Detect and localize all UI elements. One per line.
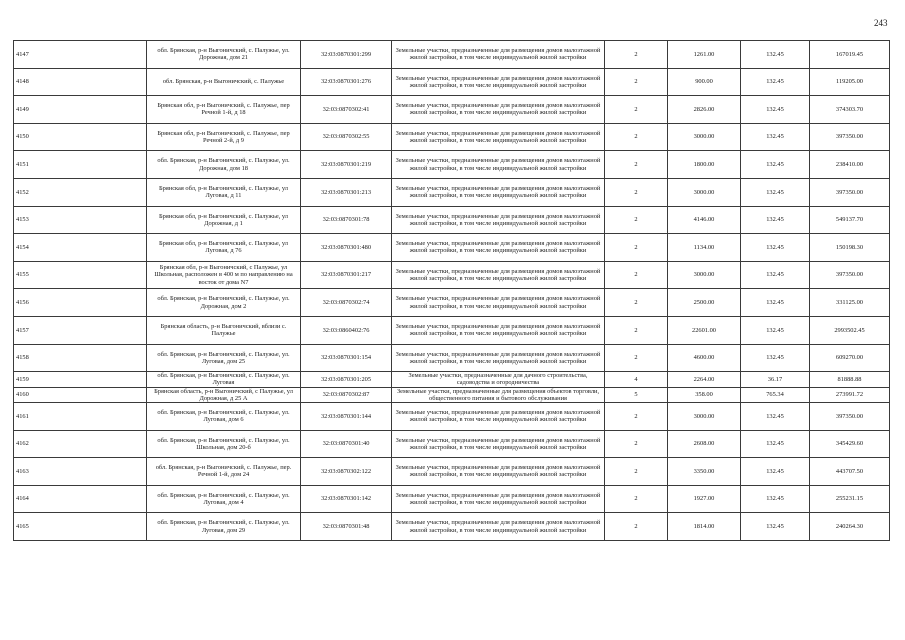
address-cell: Брянская обл, р-н Выгоничский, с. Палужье, пер Речной 2-й, д 9: [147, 123, 301, 151]
rate-cell: 36.17: [741, 372, 810, 387]
cadastral-value-cell: 255231.15: [810, 485, 890, 513]
category-cell: 2: [605, 344, 668, 372]
table-row: [14, 372, 890, 387]
table-row: [14, 344, 890, 372]
rate-cell: 132.45: [741, 178, 810, 206]
area-cell: 900.00: [668, 68, 741, 96]
row-number-cell: 4149: [14, 96, 147, 124]
category-cell: 2: [605, 402, 668, 430]
rate-cell: 132.45: [741, 316, 810, 344]
cadastral-value-cell: 238410.00: [810, 151, 890, 179]
rate-cell: 132.45: [741, 151, 810, 179]
table-row: [14, 430, 890, 458]
category-cell: 2: [605, 485, 668, 513]
table-row: [14, 123, 890, 151]
cadastral-number-cell: 32:03:0870301:78: [301, 206, 392, 234]
land-use-cell: Земельные участки, предназначенные для дачного строительства, садоводства и огородничества: [392, 372, 605, 387]
table-row: [14, 402, 890, 430]
cadastral-value-cell: 240264.30: [810, 513, 890, 541]
row-number-cell: 4150: [14, 123, 147, 151]
cadastral-value-cell: 331125.00: [810, 289, 890, 317]
address-cell: обл. Брянская, р-н Выгоничский, с. Палужье, ул. Луговая: [147, 372, 301, 387]
category-cell: 2: [605, 68, 668, 96]
page-number: 243: [874, 18, 888, 28]
area-cell: 22601.00: [668, 316, 741, 344]
category-cell: 2: [605, 41, 668, 69]
category-cell: 2: [605, 289, 668, 317]
address-cell: обл. Брянская, р-н Выгоничский, с. Палужье, ул. Дорожная, дом 21: [147, 41, 301, 69]
area-cell: 4600.00: [668, 344, 741, 372]
category-cell: 2: [605, 123, 668, 151]
cadastral-number-cell: 32:03:0870301:144: [301, 402, 392, 430]
area-cell: 2500.00: [668, 289, 741, 317]
area-cell: 1927.00: [668, 485, 741, 513]
rate-cell: 132.45: [741, 289, 810, 317]
row-number-cell: 4148: [14, 68, 147, 96]
category-cell: 2: [605, 96, 668, 124]
area-cell: 2826.00: [668, 96, 741, 124]
cadastral-number-cell: 32:03:0870301:219: [301, 151, 392, 179]
land-use-cell: Земельные участки, предназначенные для размещения домов малоэтажной жилой застройки, в том числе индивидуальной жилой застройки: [392, 513, 605, 541]
row-number-cell: 4152: [14, 178, 147, 206]
land-use-cell: Земельные участки, предназначенные для размещения домов малоэтажной жилой застройки, в том числе индивидуальной жилой застройки: [392, 402, 605, 430]
land-use-cell: Земельные участки, предназначенные для размещения домов малоэтажной жилой застройки, в том числе индивидуальной жилой застройки: [392, 430, 605, 458]
category-cell: 2: [605, 458, 668, 486]
cadastral-number-cell: 32:03:0870302:41: [301, 96, 392, 124]
cadastral-number-cell: 32:03:0870301:154: [301, 344, 392, 372]
address-cell: обл. Брянская, р-н Выгоничский, с. Палужье, ул. Школьная, дом 20-б: [147, 430, 301, 458]
category-cell: 2: [605, 261, 668, 289]
land-use-cell: Земельные участки, предназначенные для размещения домов малоэтажной жилой застройки, в том числе индивидуальной жилой застройки: [392, 123, 605, 151]
rate-cell: 765.34: [741, 387, 810, 402]
cadastral-value-cell: 345429.60: [810, 430, 890, 458]
rate-cell: 132.45: [741, 458, 810, 486]
cadastral-number-cell: 32:03:0870301:213: [301, 178, 392, 206]
cadastral-value-cell: 549137.70: [810, 206, 890, 234]
cadastral-registry-table: [13, 40, 890, 541]
cadastral-value-cell: 150198.30: [810, 234, 890, 262]
cadastral-number-cell: 32:03:0870302:122: [301, 458, 392, 486]
address-cell: обл. Брянская, р-н Выгоничский, с. Палужье, ул. Луговая, дом 25: [147, 344, 301, 372]
area-cell: 1134.00: [668, 234, 741, 262]
land-use-cell: Земельные участки, предназначенные для размещения домов малоэтажной жилой застройки, в том числе индивидуальной жилой застройки: [392, 458, 605, 486]
cadastral-value-cell: 609270.00: [810, 344, 890, 372]
cadastral-value-cell: 374303.70: [810, 96, 890, 124]
table-row: [14, 513, 890, 541]
row-number-cell: 4155: [14, 261, 147, 289]
land-use-cell: Земельные участки, предназначенные для размещения домов малоэтажной жилой застройки, в том числе индивидуальной жилой застройки: [392, 151, 605, 179]
land-use-cell: Земельные участки, предназначенные для размещения домов малоэтажной жилой застройки, в том числе индивидуальной жилой застройки: [392, 206, 605, 234]
table-row: [14, 41, 890, 69]
cadastral-value-cell: 397350.00: [810, 123, 890, 151]
category-cell: 2: [605, 316, 668, 344]
area-cell: 3000.00: [668, 123, 741, 151]
land-use-cell: Земельные участки, предназначенные для размещения объектов торговли, общественного питания и бытового обслуживания: [392, 387, 605, 402]
cadastral-value-cell: 81888.88: [810, 372, 890, 387]
cadastral-number-cell: 32:03:0870301:142: [301, 485, 392, 513]
rate-cell: 132.45: [741, 261, 810, 289]
category-cell: 4: [605, 372, 668, 387]
address-cell: обл. Брянская, р-н Выгоничский, с. Палужье: [147, 68, 301, 96]
cadastral-number-cell: 32:03:0870301:205: [301, 372, 392, 387]
land-use-cell: Земельные участки, предназначенные для размещения домов малоэтажной жилой застройки, в том числе индивидуальной жилой застройки: [392, 234, 605, 262]
area-cell: 2608.00: [668, 430, 741, 458]
rate-cell: 132.45: [741, 68, 810, 96]
cadastral-number-cell: 32:03:0870301:48: [301, 513, 392, 541]
row-number-cell: 4163: [14, 458, 147, 486]
rate-cell: 132.45: [741, 344, 810, 372]
area-cell: 358.00: [668, 387, 741, 402]
land-use-cell: Земельные участки, предназначенные для размещения домов малоэтажной жилой застройки, в том числе индивидуальной жилой застройки: [392, 96, 605, 124]
row-number-cell: 4162: [14, 430, 147, 458]
category-cell: 2: [605, 234, 668, 262]
row-number-cell: 4165: [14, 513, 147, 541]
cadastral-number-cell: 32:03:0870301:276: [301, 68, 392, 96]
table-row: [14, 178, 890, 206]
address-cell: Брянская область, р-н Выгоничский, с Палужье, ул Дорожная, д 25 А: [147, 387, 301, 402]
cadastral-value-cell: 119205.00: [810, 68, 890, 96]
cadastral-number-cell: 32:03:0870301:40: [301, 430, 392, 458]
land-use-cell: Земельные участки, предназначенные для размещения домов малоэтажной жилой застройки, в том числе индивидуальной жилой застройки: [392, 316, 605, 344]
cadastral-value-cell: 167019.45: [810, 41, 890, 69]
row-number-cell: 4159: [14, 372, 147, 387]
address-cell: обл. Брянская, р-н Выгоничский, с. Палужье, ул. Дорожная, дом 18: [147, 151, 301, 179]
address-cell: обл. Брянская, р-н Выгоничский, с. Палужье, ул. Луговая, дом 6: [147, 402, 301, 430]
rate-cell: 132.45: [741, 206, 810, 234]
row-number-cell: 4157: [14, 316, 147, 344]
category-cell: 2: [605, 151, 668, 179]
row-number-cell: 4161: [14, 402, 147, 430]
row-number-cell: 4151: [14, 151, 147, 179]
address-cell: Брянская обл, р-н Выгоничский, с Палужье, ул Школьная, расположен в 400 м по направлению на восток от дома N7: [147, 261, 301, 289]
cadastral-value-cell: 397350.00: [810, 178, 890, 206]
rate-cell: 132.45: [741, 513, 810, 541]
land-use-cell: Земельные участки, предназначенные для размещения домов малоэтажной жилой застройки, в том числе индивидуальной жилой застройки: [392, 68, 605, 96]
table-row: [14, 261, 890, 289]
table-row: [14, 68, 890, 96]
cadastral-value-cell: 397350.00: [810, 402, 890, 430]
address-cell: Брянская обл, р-н Выгоничский, с. Палужье, пер Речной 1-й, д 18: [147, 96, 301, 124]
area-cell: 2264.00: [668, 372, 741, 387]
area-cell: 3350.00: [668, 458, 741, 486]
land-use-cell: Земельные участки, предназначенные для размещения домов малоэтажной жилой застройки, в том числе индивидуальной жилой застройки: [392, 344, 605, 372]
address-cell: Брянская обл, р-н Выгоничский, с. Палужье, ул Луговая, д 76: [147, 234, 301, 262]
land-use-cell: Земельные участки, предназначенные для размещения домов малоэтажной жилой застройки, в том числе индивидуальной жилой застройки: [392, 261, 605, 289]
table-row: [14, 387, 890, 402]
table-row: [14, 289, 890, 317]
category-cell: 2: [605, 178, 668, 206]
cadastral-number-cell: 32:03:0870302:74: [301, 289, 392, 317]
address-cell: обл. Брянская, р-н Выгоничский, с. Палужье, пер. Речной 1-й, дом 24: [147, 458, 301, 486]
category-cell: 5: [605, 387, 668, 402]
rate-cell: 132.45: [741, 402, 810, 430]
category-cell: 2: [605, 206, 668, 234]
land-use-cell: Земельные участки, предназначенные для размещения домов малоэтажной жилой застройки, в том числе индивидуальной жилой застройки: [392, 485, 605, 513]
rate-cell: 132.45: [741, 430, 810, 458]
address-cell: обл. Брянская, р-н Выгоничский, с. Палужье, ул. Дорожная, дом 2: [147, 289, 301, 317]
land-use-cell: Земельные участки, предназначенные для размещения домов малоэтажной жилой застройки, в том числе индивидуальной жилой застройки: [392, 41, 605, 69]
row-number-cell: 4156: [14, 289, 147, 317]
row-number-cell: 4147: [14, 41, 147, 69]
cadastral-value-cell: 2993502.45: [810, 316, 890, 344]
address-cell: Брянская обл, р-н Выгоничский, с. Палужье, ул Луговая, д 11: [147, 178, 301, 206]
rate-cell: 132.45: [741, 41, 810, 69]
table-row: [14, 234, 890, 262]
cadastral-value-cell: 397350.00: [810, 261, 890, 289]
category-cell: 2: [605, 513, 668, 541]
area-cell: 3000.00: [668, 261, 741, 289]
rate-cell: 132.45: [741, 485, 810, 513]
table-row: [14, 485, 890, 513]
row-number-cell: 4164: [14, 485, 147, 513]
area-cell: 1261.00: [668, 41, 741, 69]
address-cell: Брянская обл, р-н Выгоничский, с. Палужье, ул Дорожная, д 1: [147, 206, 301, 234]
address-cell: обл. Брянская, р-н Выгоничский, с. Палужье, ул. Луговая, дом 29: [147, 513, 301, 541]
table-row: [14, 316, 890, 344]
land-use-cell: Земельные участки, предназначенные для размещения домов малоэтажной жилой застройки, в том числе индивидуальной жилой застройки: [392, 289, 605, 317]
row-number-cell: 4160: [14, 387, 147, 402]
address-cell: обл. Брянская, р-н Выгоничский, с. Палужье, ул. Луговая, дом 4: [147, 485, 301, 513]
cadastral-value-cell: 273991.72: [810, 387, 890, 402]
row-number-cell: 4154: [14, 234, 147, 262]
rate-cell: 132.45: [741, 234, 810, 262]
category-cell: 2: [605, 430, 668, 458]
row-number-cell: 4158: [14, 344, 147, 372]
cadastral-number-cell: 32:03:0870302:55: [301, 123, 392, 151]
rate-cell: 132.45: [741, 123, 810, 151]
cadastral-value-cell: 443707.50: [810, 458, 890, 486]
area-cell: 1800.00: [668, 151, 741, 179]
cadastral-number-cell: 32:03:0870301:299: [301, 41, 392, 69]
area-cell: 1814.00: [668, 513, 741, 541]
cadastral-number-cell: 32:03:0870301:217: [301, 261, 392, 289]
cadastral-number-cell: 32:03:0860402:76: [301, 316, 392, 344]
land-use-cell: Земельные участки, предназначенные для размещения домов малоэтажной жилой застройки, в том числе индивидуальной жилой застройки: [392, 178, 605, 206]
table-row: [14, 151, 890, 179]
row-number-cell: 4153: [14, 206, 147, 234]
table-row: [14, 206, 890, 234]
table-row: [14, 458, 890, 486]
address-cell: Брянская область, р-н Выгоничский, вблизи с. Палужье: [147, 316, 301, 344]
area-cell: 4146.00: [668, 206, 741, 234]
cadastral-number-cell: 32:03:0870302:87: [301, 387, 392, 402]
rate-cell: 132.45: [741, 96, 810, 124]
cadastral-number-cell: 32:03:0870301:480: [301, 234, 392, 262]
area-cell: 3000.00: [668, 402, 741, 430]
area-cell: 3000.00: [668, 178, 741, 206]
table-row: [14, 96, 890, 124]
table-body: [14, 41, 890, 541]
